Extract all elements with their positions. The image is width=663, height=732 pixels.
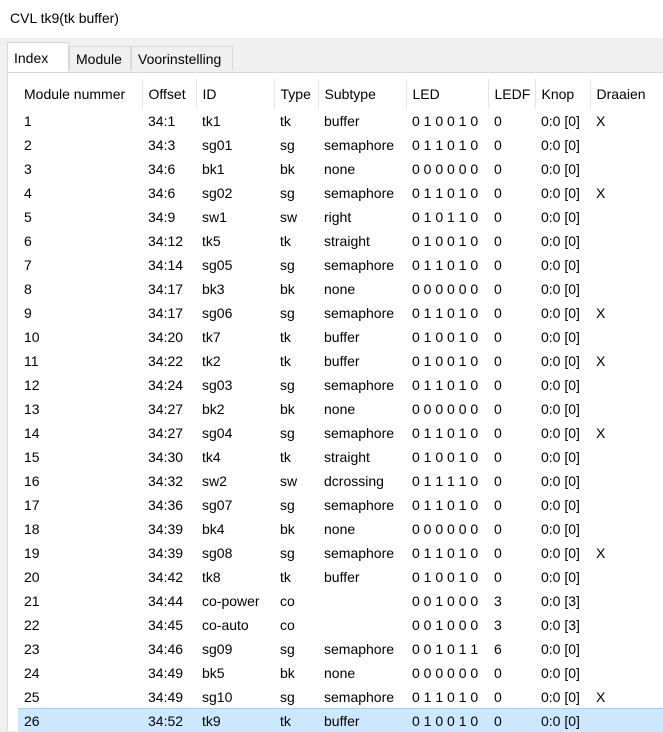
cell-module-nummer: 22 — [24, 617, 40, 633]
cell-subtype: semaphore — [324, 545, 395, 561]
cell-module-nummer: 3 — [24, 161, 32, 177]
cell-knop: 0:0 [3] — [541, 593, 580, 609]
cell-draaien — [590, 613, 663, 637]
cell-ledf: 0 — [494, 305, 502, 321]
cell-type: bk — [280, 401, 295, 417]
column-header-subtype[interactable]: Subtype — [318, 79, 406, 109]
cell-led: 0 1 0 0 1 0 — [406, 709, 488, 732]
column-header-offset[interactable]: Offset — [142, 79, 196, 109]
table-row[interactable] — [18, 133, 663, 157]
cell-knop: 0:0 [0] — [541, 401, 580, 417]
cell-led: 0 1 0 0 1 0 — [412, 113, 479, 129]
cell-knop: 0:0 [0] — [541, 497, 580, 513]
cell-type: sg — [280, 641, 295, 657]
cell-subtype: semaphore — [324, 305, 395, 321]
cell-module-nummer: 19 — [24, 545, 40, 561]
cell-led: 0 1 0 0 1 0 — [412, 329, 479, 345]
table-row[interactable] — [18, 661, 663, 685]
cell-subtype: semaphore — [324, 185, 395, 201]
cell-led: 0 1 1 0 1 0 — [412, 137, 479, 153]
cell-subtype: buffer — [324, 353, 360, 369]
cell-knop: 0:0 [3] — [541, 617, 580, 633]
tab-module[interactable]: Module — [69, 46, 131, 70]
cell-id: sg08 — [202, 545, 233, 561]
cell-led: 0 0 1 0 1 1 — [412, 641, 479, 657]
table-row[interactable] — [18, 445, 663, 469]
cell-led: 0 1 0 0 1 0 — [412, 449, 479, 465]
cell-ledf: 0 — [494, 281, 502, 297]
cell-module-nummer: 25 — [24, 689, 40, 705]
index-panel — [7, 72, 663, 731]
cell-led: 0 1 1 0 1 0 — [412, 425, 479, 441]
cell-draaien — [590, 229, 663, 253]
cell-id: sg10 — [202, 689, 233, 705]
cell-subtype: none — [324, 401, 356, 417]
cell-knop: 0:0 [0] — [541, 257, 580, 273]
table-row[interactable] — [18, 301, 663, 325]
cell-led: 0 0 0 0 0 0 — [412, 161, 479, 177]
cell-offset: 34:1 — [148, 113, 176, 129]
cell-draaien — [590, 469, 663, 493]
cell-draaien — [590, 397, 663, 421]
cell-id: sg09 — [202, 641, 233, 657]
cell-led: 0 0 0 0 0 0 — [412, 665, 479, 681]
cell-offset: 34:30 — [148, 449, 184, 465]
table-row[interactable] — [18, 421, 663, 445]
cell-id: tk4 — [202, 449, 221, 465]
cell-led: 0 1 1 0 1 0 — [412, 305, 479, 321]
cell-ledf: 0 — [494, 521, 502, 537]
cell-knop: 0:0 [0] — [541, 281, 580, 297]
table-row[interactable] — [18, 181, 663, 205]
cell-module-nummer: 15 — [24, 449, 40, 465]
cell-id: tk2 — [202, 353, 221, 369]
cell-subtype: straight — [324, 449, 370, 465]
cell-type: sg — [280, 185, 295, 201]
cell-subtype: buffer — [324, 113, 360, 129]
cell-offset: 34:39 — [148, 521, 184, 537]
cell-id: bk4 — [202, 521, 225, 537]
cell-led: 0 0 1 0 0 0 — [412, 617, 479, 633]
cell-subtype: semaphore — [324, 257, 395, 273]
cell-module-nummer: 18 — [24, 521, 40, 537]
table-row[interactable] — [18, 109, 663, 133]
column-header-ledf[interactable]: LEDF — [488, 79, 535, 109]
table-row[interactable] — [18, 469, 663, 493]
tab-voorinstelling[interactable]: Voorinstelling — [131, 46, 233, 70]
table-row[interactable] — [18, 613, 663, 637]
cell-type: sg — [280, 305, 295, 321]
cell-knop: 0:0 [0] — [541, 569, 580, 585]
title-bar — [0, 0, 663, 38]
cell-type: tk — [280, 569, 291, 585]
cell-ledf: 0 — [488, 709, 535, 732]
cell-offset: 34:17 — [148, 281, 184, 297]
table-row[interactable] — [18, 397, 663, 421]
column-header-draaien[interactable]: Draaien — [590, 79, 663, 109]
module-list[interactable] — [18, 79, 663, 732]
cell-subtype: semaphore — [324, 689, 395, 705]
cell-subtype: semaphore — [324, 641, 395, 657]
cell-knop: 0:0 [0] — [541, 185, 580, 201]
cell-draaien — [590, 325, 663, 349]
cell-led: 0 1 1 0 1 0 — [412, 545, 479, 561]
cell-module-nummer: 20 — [24, 569, 40, 585]
cell-module-nummer: 23 — [24, 641, 40, 657]
cell-module-nummer: 26 — [18, 709, 142, 732]
window-title: CVL tk9(tk buffer) — [10, 10, 119, 26]
cell-offset: 34:45 — [148, 617, 184, 633]
cell-draaien — [590, 373, 663, 397]
cell-id: bk1 — [202, 161, 225, 177]
cell-offset: 34:46 — [148, 641, 184, 657]
cell-type: bk — [280, 161, 295, 177]
cell-led: 0 0 0 0 0 0 — [412, 281, 479, 297]
cell-subtype: semaphore — [324, 425, 395, 441]
cell-draaien — [590, 277, 663, 301]
cell-led: 0 0 0 0 0 0 — [412, 401, 479, 417]
cell-type: co — [280, 593, 295, 609]
cell-offset: 34:3 — [148, 137, 176, 153]
cell-draaien — [590, 205, 663, 229]
cell-led: 0 0 1 0 0 0 — [412, 593, 479, 609]
cell-offset: 34:32 — [148, 473, 184, 489]
cell-ledf: 0 — [494, 233, 502, 249]
cell-subtype — [318, 613, 406, 637]
cell-subtype: semaphore — [324, 377, 395, 393]
cell-subtype: straight — [324, 233, 370, 249]
cell-id: co-auto — [202, 617, 249, 633]
table-row[interactable] — [18, 205, 663, 229]
cell-module-nummer: 2 — [24, 137, 32, 153]
cell-type: bk — [280, 665, 295, 681]
column-header-id[interactable]: ID — [196, 79, 274, 109]
cell-knop: 0:0 [0] — [541, 425, 580, 441]
cell-led: 0 1 0 0 1 0 — [412, 233, 479, 249]
cell-draaien — [590, 661, 663, 685]
cell-module-nummer: 4 — [24, 185, 32, 201]
cell-subtype: buffer — [318, 709, 406, 732]
cell-offset: 34:22 — [148, 353, 184, 369]
cell-offset: 34:14 — [148, 257, 184, 273]
cell-type: tk — [280, 113, 291, 129]
column-header-module-nummer[interactable]: Module nummer — [18, 79, 142, 109]
cell-knop: 0:0 [0] — [541, 161, 580, 177]
cell-subtype: semaphore — [324, 137, 395, 153]
cell-id: sg06 — [202, 305, 233, 321]
cell-knop: 0:0 [0] — [535, 709, 590, 732]
cell-type: sg — [280, 497, 295, 513]
cell-draaien — [590, 253, 663, 277]
table-row[interactable] — [18, 277, 663, 301]
table-row[interactable] — [18, 589, 663, 613]
cell-type: tk — [280, 449, 291, 465]
cell-led: 0 1 1 0 1 0 — [412, 185, 479, 201]
cell-knop: 0:0 [0] — [541, 545, 580, 561]
cell-draaien — [590, 565, 663, 589]
table-row[interactable] — [18, 685, 663, 709]
cell-id: sg04 — [202, 425, 233, 441]
cell-id: tk5 — [202, 233, 221, 249]
cell-led: 0 1 0 0 1 0 — [412, 353, 479, 369]
cell-module-nummer: 24 — [24, 665, 40, 681]
cell-offset: 34:27 — [148, 401, 184, 417]
cell-subtype: right — [324, 209, 352, 225]
cell-draaien: X — [596, 689, 606, 705]
cell-draaien: X — [596, 185, 606, 201]
cell-offset: 34:36 — [148, 497, 184, 513]
cell-ledf: 0 — [494, 545, 502, 561]
table-header — [18, 79, 663, 109]
cell-type: tk — [280, 353, 291, 369]
cell-offset: 34:49 — [148, 665, 184, 681]
cell-subtype: none — [324, 281, 356, 297]
cell-offset: 34:6 — [148, 185, 176, 201]
cell-type: bk — [280, 521, 295, 537]
cell-ledf: 0 — [494, 113, 502, 129]
cell-id: co-power — [202, 593, 260, 609]
cell-ledf: 3 — [494, 617, 502, 633]
column-header-knop[interactable]: Knop — [535, 79, 590, 109]
cell-id: bk5 — [202, 665, 225, 681]
cell-offset: 34:42 — [148, 569, 184, 585]
cell-ledf: 0 — [494, 665, 502, 681]
cell-draaien — [590, 493, 663, 517]
cell-type: sg — [280, 377, 295, 393]
cell-ledf: 0 — [494, 377, 502, 393]
cell-module-nummer: 6 — [24, 233, 32, 249]
cell-led: 0 1 1 0 1 0 — [412, 497, 479, 513]
cell-knop: 0:0 [0] — [541, 377, 580, 393]
cell-type: sg — [280, 545, 295, 561]
cell-offset: 34:6 — [148, 161, 176, 177]
cell-type: sg — [280, 425, 295, 441]
cell-id: bk2 — [202, 401, 225, 417]
table-row[interactable] — [18, 325, 663, 349]
cell-draaien — [590, 517, 663, 541]
cell-led: 0 1 0 0 1 0 — [412, 569, 479, 585]
cell-subtype: dcrossing — [324, 473, 384, 489]
table-row[interactable] — [18, 709, 663, 732]
cell-id: sg02 — [202, 185, 233, 201]
cell-module-nummer: 5 — [24, 209, 32, 225]
cell-ledf: 0 — [494, 137, 502, 153]
cell-knop: 0:0 [0] — [541, 305, 580, 321]
cell-type: bk — [280, 281, 295, 297]
cell-id: tk7 — [202, 329, 221, 345]
cell-knop: 0:0 [0] — [541, 233, 580, 249]
cell-draaien — [590, 709, 663, 732]
cell-type: sg — [280, 137, 295, 153]
table-row[interactable] — [18, 637, 663, 661]
table-row[interactable] — [18, 253, 663, 277]
cell-ledf: 0 — [494, 689, 502, 705]
cell-knop: 0:0 [0] — [541, 689, 580, 705]
tab-index[interactable]: Index — [7, 42, 69, 72]
cell-id: tk1 — [202, 113, 221, 129]
cell-ledf: 0 — [494, 497, 502, 513]
cell-offset: 34:39 — [148, 545, 184, 561]
cell-ledf: 0 — [494, 401, 502, 417]
cell-module-nummer: 12 — [24, 377, 40, 393]
cell-offset: 34:9 — [148, 209, 176, 225]
cell-id: tk9 — [196, 709, 274, 732]
cell-id: bk3 — [202, 281, 225, 297]
column-header-led[interactable]: LED — [406, 79, 488, 109]
cell-offset: 34:20 — [148, 329, 184, 345]
cell-module-nummer: 10 — [24, 329, 40, 345]
cell-module-nummer: 11 — [24, 353, 39, 369]
tab-bar — [0, 38, 663, 72]
cell-ledf: 3 — [494, 593, 502, 609]
cell-ledf: 0 — [494, 329, 502, 345]
cell-type: tk — [280, 233, 291, 249]
cell-knop: 0:0 [0] — [541, 113, 580, 129]
cell-type: sw — [280, 473, 298, 489]
cell-draaien: X — [596, 353, 606, 369]
cell-module-nummer: 8 — [24, 281, 32, 297]
cell-offset: 34:44 — [148, 593, 184, 609]
cell-module-nummer: 14 — [24, 425, 40, 441]
cell-subtype: none — [324, 161, 356, 177]
cell-subtype: buffer — [324, 329, 360, 345]
cell-module-nummer: 9 — [24, 305, 32, 321]
cell-ledf: 0 — [494, 209, 502, 225]
table-row[interactable] — [18, 517, 663, 541]
cell-offset: 34:49 — [148, 689, 184, 705]
cell-knop: 0:0 [0] — [541, 665, 580, 681]
cell-led: 0 1 1 0 1 0 — [412, 377, 479, 393]
table-row[interactable] — [18, 493, 663, 517]
cell-knop: 0:0 [0] — [541, 521, 580, 537]
cell-draaien: X — [596, 545, 606, 561]
cell-type: co — [280, 617, 295, 633]
cell-module-nummer: 17 — [24, 497, 40, 513]
cell-subtype: none — [324, 665, 356, 681]
cell-led: 0 1 1 1 1 0 — [412, 473, 479, 489]
cell-id: sw2 — [202, 473, 227, 489]
cell-draaien: X — [596, 305, 606, 321]
cell-offset: 34:12 — [148, 233, 184, 249]
cell-led: 0 1 1 0 1 0 — [412, 689, 479, 705]
cell-ledf: 6 — [494, 641, 502, 657]
cell-module-nummer: 16 — [24, 473, 40, 489]
cell-module-nummer: 13 — [24, 401, 40, 417]
cell-offset: 34:17 — [148, 305, 184, 321]
table-row[interactable] — [18, 229, 663, 253]
cell-ledf: 0 — [494, 425, 502, 441]
cell-knop: 0:0 [0] — [541, 641, 580, 657]
cell-knop: 0:0 [0] — [541, 209, 580, 225]
cell-knop: 0:0 [0] — [541, 329, 580, 345]
cell-subtype: buffer — [324, 569, 360, 585]
cell-subtype: semaphore — [324, 497, 395, 513]
cell-led: 0 1 1 0 1 0 — [412, 257, 479, 273]
cell-draaien: X — [596, 113, 606, 129]
cell-offset: 34:27 — [148, 425, 184, 441]
cell-id: sg01 — [202, 137, 233, 153]
cell-offset: 34:24 — [148, 377, 184, 393]
cell-type: sw — [280, 209, 298, 225]
cell-knop: 0:0 [0] — [541, 137, 580, 153]
cell-draaien — [590, 133, 663, 157]
cell-type: sg — [280, 257, 295, 273]
cell-knop: 0:0 [0] — [541, 473, 580, 489]
cell-id: sg07 — [202, 497, 233, 513]
cell-id: sg05 — [202, 257, 233, 273]
table-row[interactable] — [18, 541, 663, 565]
cell-offset: 34:52 — [142, 709, 196, 732]
cell-module-nummer: 1 — [24, 113, 32, 129]
cell-type: tk — [274, 709, 318, 732]
cell-ledf: 0 — [494, 185, 502, 201]
cell-draaien — [590, 157, 663, 181]
cell-knop: 0:0 [0] — [541, 449, 580, 465]
cell-id: sw1 — [202, 209, 227, 225]
cell-led: 0 0 0 0 0 0 — [412, 521, 479, 537]
table-row[interactable] — [18, 373, 663, 397]
cell-id: tk8 — [202, 569, 221, 585]
cell-ledf: 0 — [494, 257, 502, 273]
cell-ledf: 0 — [494, 473, 502, 489]
cell-module-nummer: 7 — [24, 257, 32, 273]
table-row[interactable] — [18, 565, 663, 589]
cell-type: sg — [280, 689, 295, 705]
cell-ledf: 0 — [494, 353, 502, 369]
cell-subtype — [318, 589, 406, 613]
cell-ledf: 0 — [494, 161, 502, 177]
cell-id: sg03 — [202, 377, 233, 393]
cell-module-nummer: 21 — [24, 593, 40, 609]
cell-ledf: 0 — [494, 569, 502, 585]
module-table — [18, 79, 663, 732]
cell-subtype: none — [324, 521, 356, 537]
cell-type: tk — [280, 329, 291, 345]
cell-ledf: 0 — [494, 449, 502, 465]
cell-knop: 0:0 [0] — [541, 353, 580, 369]
table-row[interactable] — [18, 157, 663, 181]
cell-draaien — [590, 637, 663, 661]
cell-led: 0 1 0 1 1 0 — [412, 209, 479, 225]
column-header-type[interactable]: Type — [274, 79, 318, 109]
cell-draaien — [590, 589, 663, 613]
table-row[interactable] — [18, 349, 663, 373]
cell-draaien — [590, 445, 663, 469]
cell-draaien: X — [596, 425, 606, 441]
